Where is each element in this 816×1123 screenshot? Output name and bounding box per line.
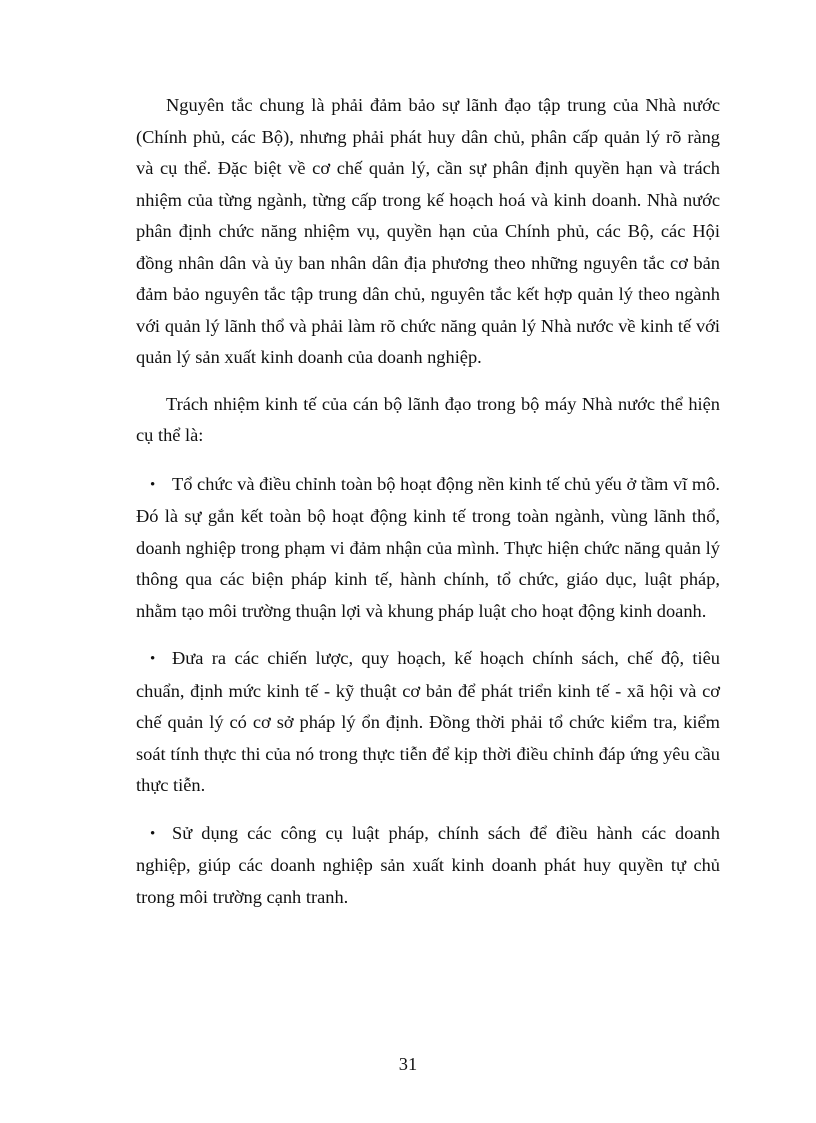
bullet-icon: • [150,825,156,842]
list-item-text: Đưa ra các chiến lược, quy hoạch, kế hoạch chính sách, chế độ, tiêu chuẩn, định mức kinh tế - kỹ thuật cơ bản để phát triển kinh tế - xã hội và cơ chế quản lý có cơ sở pháp lý ổn định. Đồng thời phải tổ chức kiểm tra, kiểm soát tính thực thi của nó trong thực tiễn để kịp thời điều chỉnh đáp ứng yêu cầu thực tiễn. [136,648,720,795]
paragraph-responsibilities-intro: Trách nhiệm kinh tế của cán bộ lãnh đạo trong bộ máy Nhà nước thể hiện cụ thể là: [136,393,720,445]
bullet-icon: • [150,651,156,667]
list-item [136,818,720,914]
list-item-text: Tổ chức và điều chỉnh toàn bộ hoạt động nền kinh tế chủ yếu ở tầm vĩ mô. Đó là sự gắn kết toàn bộ hoạt động kinh tế trong toàn ngành, vùng lãnh thổ, doanh nghiệp trong phạm vi đảm nhận của mình. Thực hiện chức năng quản lý thông qua các biện pháp kinh tế, hành chính, tổ chức, giáo dục, luật pháp, nhằm tạo môi trường thuận lợi và khung pháp luật cho hoạt động kinh doanh. [136,473,720,621]
bullet-icon: • [150,476,156,493]
responsibilities-list [136,469,720,914]
page-number: 31 [398,1054,418,1074]
page-content [136,90,720,929]
paragraph-principles: Nguyên tắc chung là phải đảm bảo sự lãnh đạo tập trung của Nhà nước (Chính phủ, các Bộ), nhưng phải phát huy dân chủ, phân cấp quản lý rõ ràng và cụ thể. Đặc biệt về cơ chế quản lý, cần sự phân định quyền hạn và trách nhiệm của từng ngành, từng cấp trong kế hoạch hoá và kinh doanh. Nhà nước phân định chức năng nhiệm vụ, quyền hạn của Chính phủ, các Bộ, các Hội đồng nhân dân và ủy ban nhân dân địa phương theo những nguyên tắc cơ bản đảm bảo nguyên tắc tập trung dân chủ, nguyên tắc kết hợp quản lý theo ngành với quản lý lãnh thổ và phải làm rõ chức năng quản lý Nhà nước về kinh tế với quản lý sản xuất kinh doanh của doanh nghiệp. [136,95,720,367]
list-item-text: Sử dụng các công cụ luật pháp, chính sách để điều hành các doanh nghiệp, giúp các doanh nghiệp sản xuất kinh doanh phát huy quyền tự chủ trong môi trường cạnh tranh. [136,822,720,907]
list-item [136,643,720,802]
list-item [136,469,720,628]
